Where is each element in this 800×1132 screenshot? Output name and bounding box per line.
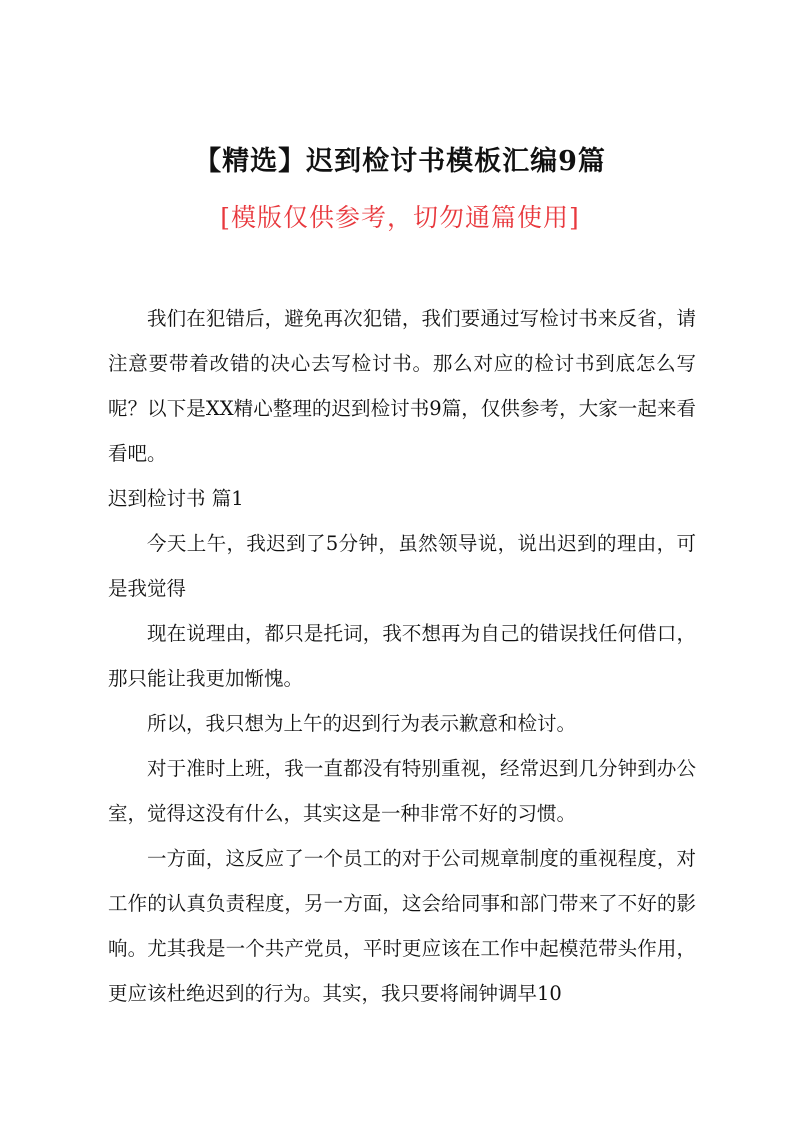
body-paragraph-5: 一方面，这反应了一个员工的对于公司规章制度的重视程度，对工作的认真负责程度，另一方面，这会给同事和部门带来了不好的影响。尤其我是一个共产党员，平时更应该在工作中起模范带头作用，更应该杜绝迟到的行为。其实，我只要将闹钟调早10 <box>108 847 696 1005</box>
section-heading: 迟到检讨书 篇1 <box>108 487 244 510</box>
body-paragraph-1: 今天上午，我迟到了5分钟，虽然领导说，说出迟到的理由，可是我觉得 <box>108 532 696 600</box>
document-title: 【精选】迟到检讨书模板汇编9篇 <box>194 146 606 177</box>
document-body <box>108 296 696 1016</box>
intro-paragraph: 我们在犯错后，避免再次犯错，我们要通过写检讨书来反省，请注意要带着改错的决心去写检讨书。那么对应的检讨书到底怎么写呢？以下是XX精心整理的迟到检讨书9篇，仅供参考，大家一起来看看吧。 <box>108 307 696 465</box>
body-paragraph-4: 对于准时上班，我一直都没有特别重视，经常迟到几分钟到办公室，觉得这没有什么，其实这是一种非常不好的习惯。 <box>108 757 696 825</box>
body-paragraph-3: 所以，我只想为上午的迟到行为表示歉意和检讨。 <box>147 712 577 735</box>
body-paragraph-2: 现在说理由，都只是托词，我不想再为自己的错误找任何借口，那只能让我更加惭愧。 <box>108 622 696 690</box>
template-notice: [模版仅供参考，切勿通篇使用] <box>220 203 580 232</box>
